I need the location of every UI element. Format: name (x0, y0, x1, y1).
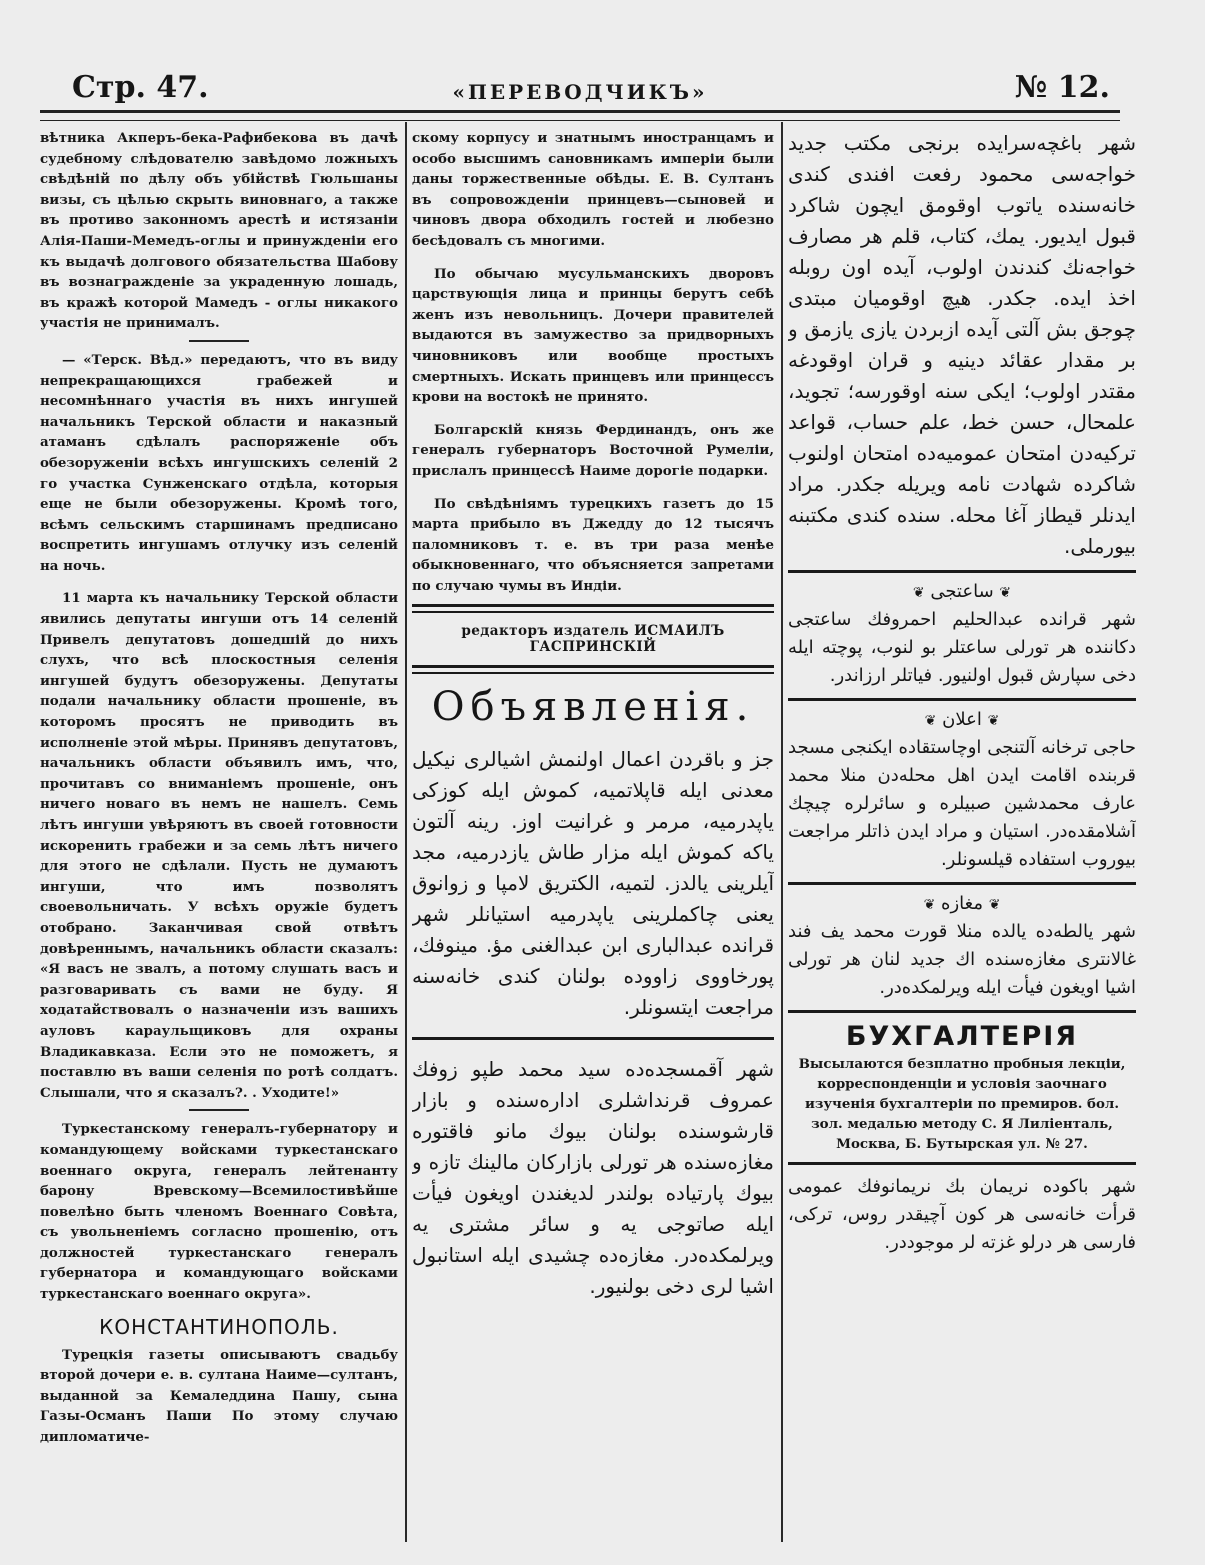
ad-block-1 (412, 744, 774, 1023)
article-text-4: Туркестанскому генералъ-губернатору и командующему войсками туркестанскаго военнаго округа, генералъ лейтенанту барону Вревскому—Всемилостивѣйше повелѣно быть членомъ Военнаго Совѣта, съ увольненіемъ согласно прошенію, отъ должностей туркестанскаго генералъ губернатора и командующаго войсками туркестанскаго военнаго округа». (40, 1121, 398, 1303)
ornament-icon: ❦ (912, 585, 925, 601)
ad-text: شهر باغچه‌سرايده برنجى مكتب جديد خواجه‌سى محمود رفعت افندى كندى خانه‌سنده ياتوب اوقومق ايچون شاكرد قبول ايديور. يمك، كتاب، قلم هر مصارف خواجه‌نك كندندن اولوب، آيده اون روبله اخذ ايده. جكدر. هيچ اوقوميان مبتدى چوجق بش آلتى آيده ازبردن يازى يازمق و بر مقدار عقائد دينيه و قران اوقودغه مقتدر اولوب؛ ايكى سنه اوقورسه؛ تجويد، علمحال، حسن خط، علم حساب، قواعد تركيه‌دن امتحان عموميه‌ده امتحان اولنوب شاكرده شهادت نامه ويريله جكدر. مراد ايدنلر قيطاز آغا محله. سنده كندى مكتبنه بيورملى. (788, 131, 1136, 558)
section-heading-constantinople: КОНСТАНТИНОПОЛЬ. (99, 1314, 339, 1339)
ad-text: حاجى ترخانه آلتنجى اوچاستقاده ايكنجى مسجد قربنده اقامت ايدن اهل محله‌دن منلا محمد عارف محمدشين صبيلره و سائرلره چيچك آشلامقده‌در. استيان و مراد ايدن ذاتلر مراجعت بيوروب استفاده قيلسونلر. (788, 737, 1136, 870)
article-text-7: По обычаю мусульманскихъ дворовъ царствующія лица и принцы берутъ себѣ женъ изъ невольницъ. Дочери правителей выдаются въ замужество за придворныхъ чиновниковъ или вообще простыхъ смертныхъ. Искать принцевъ или принцессъ крови на востокѣ не принято. (412, 265, 774, 406)
article-text-5: Турецкія газеты описываютъ свадьбу второй дочери е. в. султана Наиме—султанъ, выданной за Кемаледдина Пашу, сына Газы-Османъ Паши По этому случаю дипломатиче- (40, 1346, 398, 1446)
section-title-watchmaker: ❦ ساعتجى ❦ (912, 581, 1012, 602)
separator-rule (412, 604, 774, 613)
ad-block-7 (788, 1173, 1136, 1257)
ad-block-2 (412, 1054, 774, 1302)
page-header (40, 66, 1120, 112)
newspaper-title: «ПЕРЕВОДЧИКЪ» (452, 80, 708, 104)
ornament-icon: ❦ (988, 897, 1001, 913)
ad-block-3 (788, 128, 1136, 562)
header-rule (40, 110, 1120, 121)
page-number: Стр. 47. (72, 70, 209, 105)
separator-rule (412, 1037, 774, 1040)
ornament-icon: ❦ (987, 713, 1000, 729)
article-text-2: — «Терск. Вѣд.» передаютъ, что въ виду непрекращающихся грабежей и несомнѣннаго участія въ нихъ ингушей начальникъ Терской области и наказный атаманъ сдѣлалъ распоряженіе объ обезоруженіи всѣхъ ингушскихъ селеній 2 го участка Сунженскаго отдѣла, которыя еще не были обезоружены. Кромѣ того, всѣмъ сельскимъ старшинамъ предписано воспретить ингушамъ отлучку изъ селеній на ночь. (40, 351, 398, 574)
ornament-icon: ❦ (924, 713, 937, 729)
editor-line: редакторъ издатель ИСМАИЛЪ ГАСПРИНСКІЙ (461, 623, 725, 656)
ad-text: شهر آقمسجده‌ده سيد محمد طپو زوفك عمروف قرنداشلرى اداره‌سنده و بازار قارشوسنده بولنان بيوك مانو فاقتوره مغازه‌سنده هر تورلى بازاركان مالينك تازه و بيوك پارتياده بولندر لديغندن اويغون فيأت ايله صاتوجى يه و سائر مشترى يه ويرلمكده‌در. مغازه‌ده چشيدى ايله استانبول اشيا لرى دخى بولنيور. (412, 1057, 774, 1299)
ornament-icon: ❦ (923, 897, 936, 913)
ad-block-6 (788, 918, 1136, 1002)
announcements-heading: Объявленія. (431, 684, 755, 731)
ad-text: جز و باقردن اعمال اولنمش اشيالرى نيكيل معدنى ايله قاپلاتميه، كموش ايله كوزكى ياپدرميه، مرمر و غرانيت اوز. رينه آلتون ياكه كموش ايله مزار طاش يازدرميه، مجد آيلرينى يالدز. لتميه، الكتريق لامپا و زوانوق يعنى چاكملرينى ياپدرميه استيانلر شهر قرانده عبدالبارى ابن عبدالغنى مؤ. مينوفك، پورخاووى زاووده بولنان كندى خانه‌سنه مراجعت ايتسونلر. (412, 747, 774, 1020)
column-divider-1 (405, 122, 407, 1542)
ad-text: شهر يالطه‌ده يالده منلا قورت محمد يف فند غالانترى مغازه‌سنده اك جديد لنان هر تورلى اشيا اويغون فيأت ايله ويرلمكده‌در. (788, 921, 1136, 998)
ad-text: شهر قرانده عبدالحليم احمروفك ساعتجى دكاننده هر تورلى ساعتلر بو لنوب، پوچته ايله دخى سپارش قبول اولنيور. فياتلر ارزاندر. (788, 609, 1136, 686)
ad-text: شهر باكوده نريمان بك نريمانوفك عمومى قرأت خانه‌سى هر كون آچيقدر روس، تركى، فارسى هر درلو غزته لر موجوددر. (788, 1176, 1136, 1253)
column-left (40, 128, 398, 1548)
separator-rule (788, 698, 1136, 701)
bookkeeping-text: Высылаются безплатно пробныя лекціи, корреспонденціи и условія заочнаго изученія бухгалтеріи по премиров. бол. зол. медалью методу С. Я Лилiенталь, Москва, Б. Бутырская ул. № 27. (798, 1056, 1126, 1152)
article-text-9: По свѣдѣніямъ турецкихъ газетъ до 15 марта прибыло въ Джедду до 12 тысячъ паломниковъ т. е. въ три раза менѣе обыкновеннаго, что объясняется запретами по случаю чумы въ Индіи. (412, 495, 774, 594)
column-divider-2 (781, 122, 783, 1542)
separator-rule (788, 882, 1136, 885)
separator-rule (788, 1010, 1136, 1013)
column-middle (412, 128, 774, 1548)
separator-rule (788, 570, 1136, 573)
article-text-6: скому корпусу и знатнымъ иностранцамъ и особо высшимъ сановникамъ имперіи были даны торжественные обѣды. Е. В. Султанъ въ сопровожденіи принцевъ—сыновей и чиновъ двора обходилъ гостей и любезно бесѣдовалъ съ многими. (412, 130, 774, 249)
issue-number: № 12. (1014, 70, 1110, 105)
separator-rule (189, 1109, 249, 1111)
article-text-8: Болгарскій князь Фердинандъ, онъ же генералъ губернаторъ Восточной Румеліи, прислалъ принцессѣ Наиме дорогіе подарки. (412, 421, 774, 479)
article-text-1: вѣтника Акперъ-бека-Рафибекова въ дачѣ судебному слѣдователю завѣдомо ложныхъ свѣдѣній по дѣлу объ убійствѣ Гюльшаны визы, съ цѣлью скрыть виновнаго, а также въ противо законномъ арестѣ и истязаніи Алія-Паши-Мемедъ-оглы и принужденіи его къ выдачѣ долгового обязательства Шабову въ вознагражденіе за украденную лошадь, въ кражѣ которой Мамедъ - оглы никакого участія не принималъ. (40, 130, 398, 332)
section-title-shop: ❦ مغازه ❦ (923, 893, 1001, 914)
ad-block-5 (788, 734, 1136, 874)
section-title-announcement: ❦ اعلان ❦ (924, 709, 1000, 730)
separator-rule (412, 665, 774, 674)
ad-block-4 (788, 606, 1136, 690)
article-text-3: 11 марта къ начальнику Терской области явились депутаты ингуши отъ 14 селеній Привелъ депутатовъ дошедшій до нихъ слухъ, что всѣ плоскостныя селенія ингушей будутъ обезоружены. Депутаты подали начальнику области прошеніе, въ которомъ просятъ не приводить въ исполненіе этой мѣры. Принявъ депутатовъ, начальникъ области объявилъ имъ, что, прочитавъ со вниманіемъ прошеніе, онъ ничего новаго въ немъ не нашелъ. Семь лѣтъ ингуши увѣряютъ въ своей готовности искоренить грабежи и за семь лѣтъ ничего для этого не сдѣлали. Пусть не думаютъ ингуши, что имъ позволятъ своевольничать. У всѣхъ оружіе будетъ отобрано. Заканчивая свой отвѣтъ довѣреннымъ, начальникъ области сказалъ: «Я васъ не звалъ, а потому слушать васъ и разговаривать съ вами не буду. Я ходатайствовалъ о назначеніи изъ вашихъ ауловъ караульщиковъ для охраны Владикавказа. Если это не поможетъ, я поставлю въ ваши селенія по ротѣ солдатъ. Слышали, что я сказалъ?. . Уходите!» (40, 590, 398, 1101)
column-right (788, 128, 1136, 1548)
bookkeeping-heading: БУХГАЛТЕРІЯ (845, 1021, 1079, 1052)
ornament-icon: ❦ (999, 585, 1012, 601)
separator-rule (189, 340, 249, 342)
separator-rule (788, 1162, 1136, 1165)
